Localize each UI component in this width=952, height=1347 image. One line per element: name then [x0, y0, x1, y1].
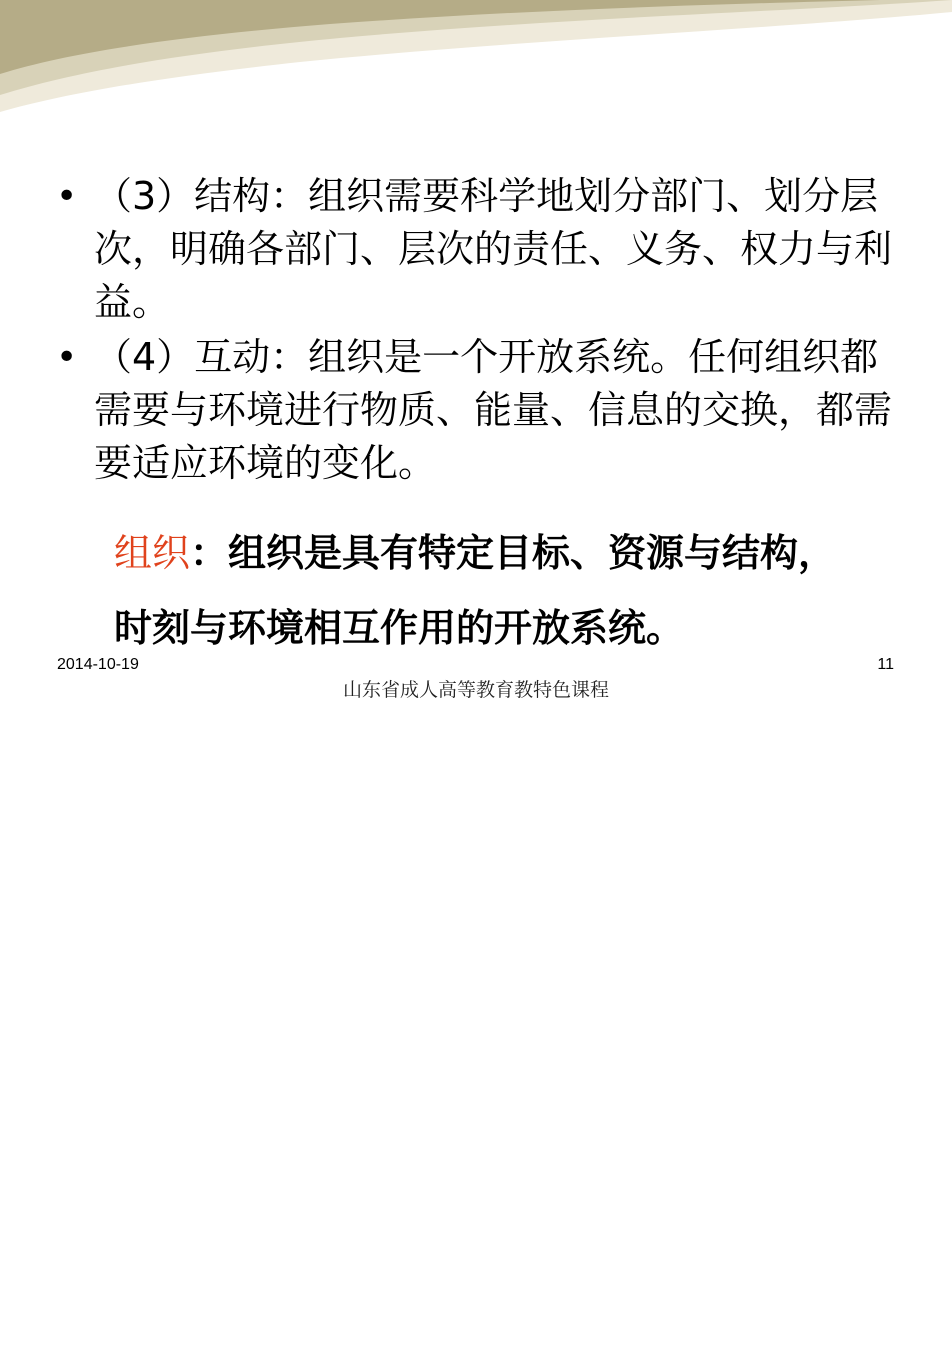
bullet-item-interaction: [52, 331, 892, 490]
header-decorative-band: [0, 0, 952, 130]
bullet-text: （4）互动：组织是一个开放系统。任何组织都需要与环境进行物质、能量、信息的交换，都需要适应环境的变化。: [94, 335, 893, 485]
bullet-text: （3）结构：组织需要科学地划分部门、划分层次，明确各部门、层次的责任、义务、权力与利益。: [94, 174, 893, 324]
page-number: 11: [877, 656, 894, 673]
bullet-dot: •: [56, 337, 78, 378]
footer-date: 2014-10-19: [57, 656, 139, 673]
definition-body: ：组织是具有特定目标、资源与结构，时刻与环境相互作用的开放系统。: [114, 531, 837, 650]
footer-course-title: 山东省成人高等教育教特色课程: [342, 679, 609, 701]
bullet-list: [52, 170, 892, 492]
organization-definition: [114, 516, 874, 666]
bullet-dot: •: [56, 176, 78, 217]
bullet-item-structure: [52, 170, 892, 329]
definition-term: 组织: [114, 531, 191, 575]
